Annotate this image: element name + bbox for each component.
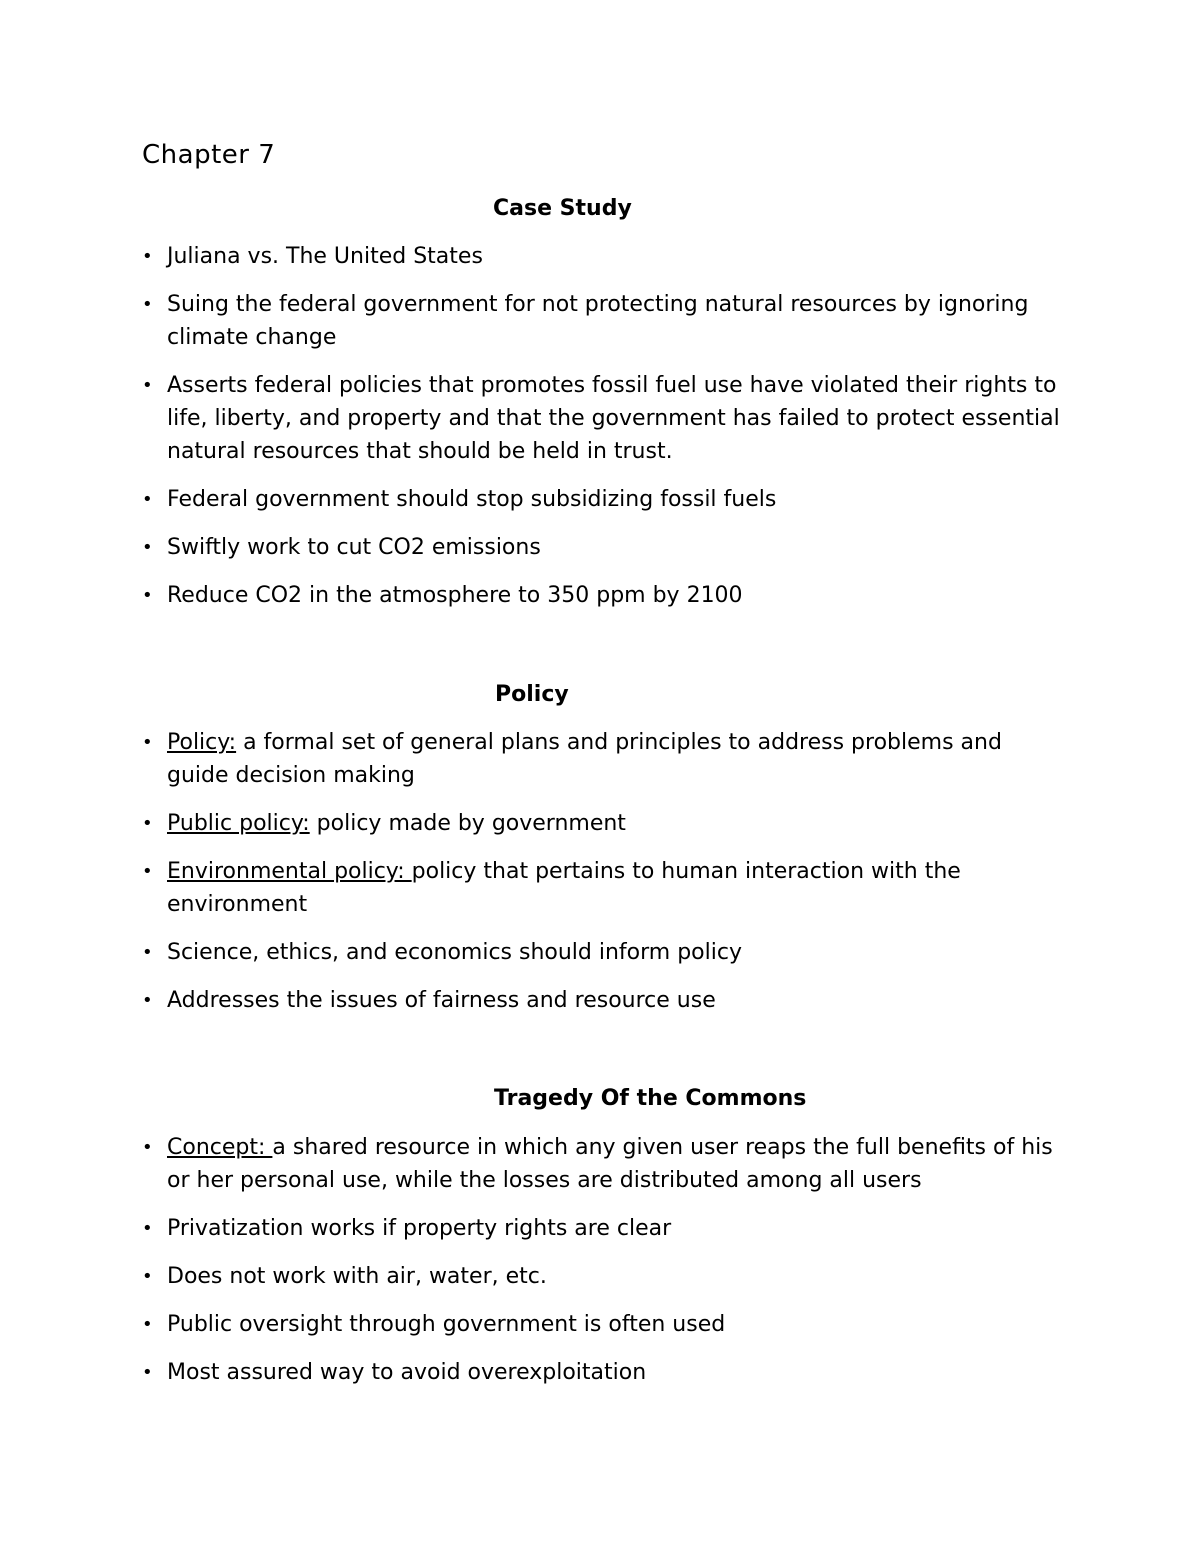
list-item bbox=[142, 726, 1062, 792]
definition-text: policy that pertains to human interaction with the environment bbox=[167, 859, 961, 917]
term-label: Environmental policy: bbox=[167, 859, 412, 884]
definition-text: a shared resource in which any given user reaps the full benefits of his or her personal use, while the losses are distributed among all users bbox=[167, 1135, 1053, 1193]
item-text: Science, ethics, and economics should inform policy bbox=[167, 940, 742, 965]
term-label: Concept: bbox=[167, 1135, 273, 1160]
policy-heading: Policy bbox=[495, 682, 569, 707]
list-item bbox=[142, 984, 1062, 1017]
item-text: Privatization works if property rights are clear bbox=[167, 1216, 672, 1241]
list-item bbox=[142, 936, 1062, 969]
term-label: Public policy: bbox=[167, 811, 310, 836]
list-item bbox=[142, 855, 1062, 921]
list-item bbox=[142, 1212, 1062, 1245]
list-item: • Reduce CO2 in the atmosphere to 350 ppm by 2100 bbox=[142, 579, 1062, 612]
list-item: • Federal government should stop subsidizing fossil fuels bbox=[142, 483, 1062, 516]
list-item bbox=[142, 807, 1062, 840]
chapter-title: Chapter 7 bbox=[142, 140, 276, 170]
list-item bbox=[142, 1356, 1062, 1389]
list-item: • Juliana vs. The United States bbox=[142, 240, 1062, 273]
policy-list bbox=[142, 726, 1062, 1032]
tragedy-list bbox=[142, 1131, 1062, 1404]
item-text: Addresses the issues of fairness and resource use bbox=[167, 988, 716, 1013]
case-study-list bbox=[142, 240, 1062, 627]
list-item: • Asserts federal policies that promotes fossil fuel use have violated their rights to life, liberty, and property and that the government has failed to protect essential natural resources that should be held in trust. bbox=[142, 369, 1062, 468]
item-text: Public oversight through government is often used bbox=[167, 1312, 726, 1337]
term-label: Policy: bbox=[167, 730, 237, 755]
item-text: Does not work with air, water, etc. bbox=[167, 1264, 547, 1289]
list-item bbox=[142, 1308, 1062, 1341]
tragedy-heading: Tragedy Of the Commons bbox=[494, 1086, 807, 1111]
list-item bbox=[142, 1131, 1062, 1197]
case-study-heading: Case Study bbox=[493, 196, 632, 221]
definition-text: policy made by government bbox=[309, 811, 626, 836]
item-text: Most assured way to avoid overexploitation bbox=[167, 1360, 647, 1385]
list-item: • Suing the federal government for not protecting natural resources by ignoring climate change bbox=[142, 288, 1062, 354]
list-item: • Swiftly work to cut CO2 emissions bbox=[142, 531, 1062, 564]
list-item bbox=[142, 1260, 1062, 1293]
definition-text: a formal set of general plans and principles to address problems and guide decision making bbox=[167, 730, 1002, 788]
